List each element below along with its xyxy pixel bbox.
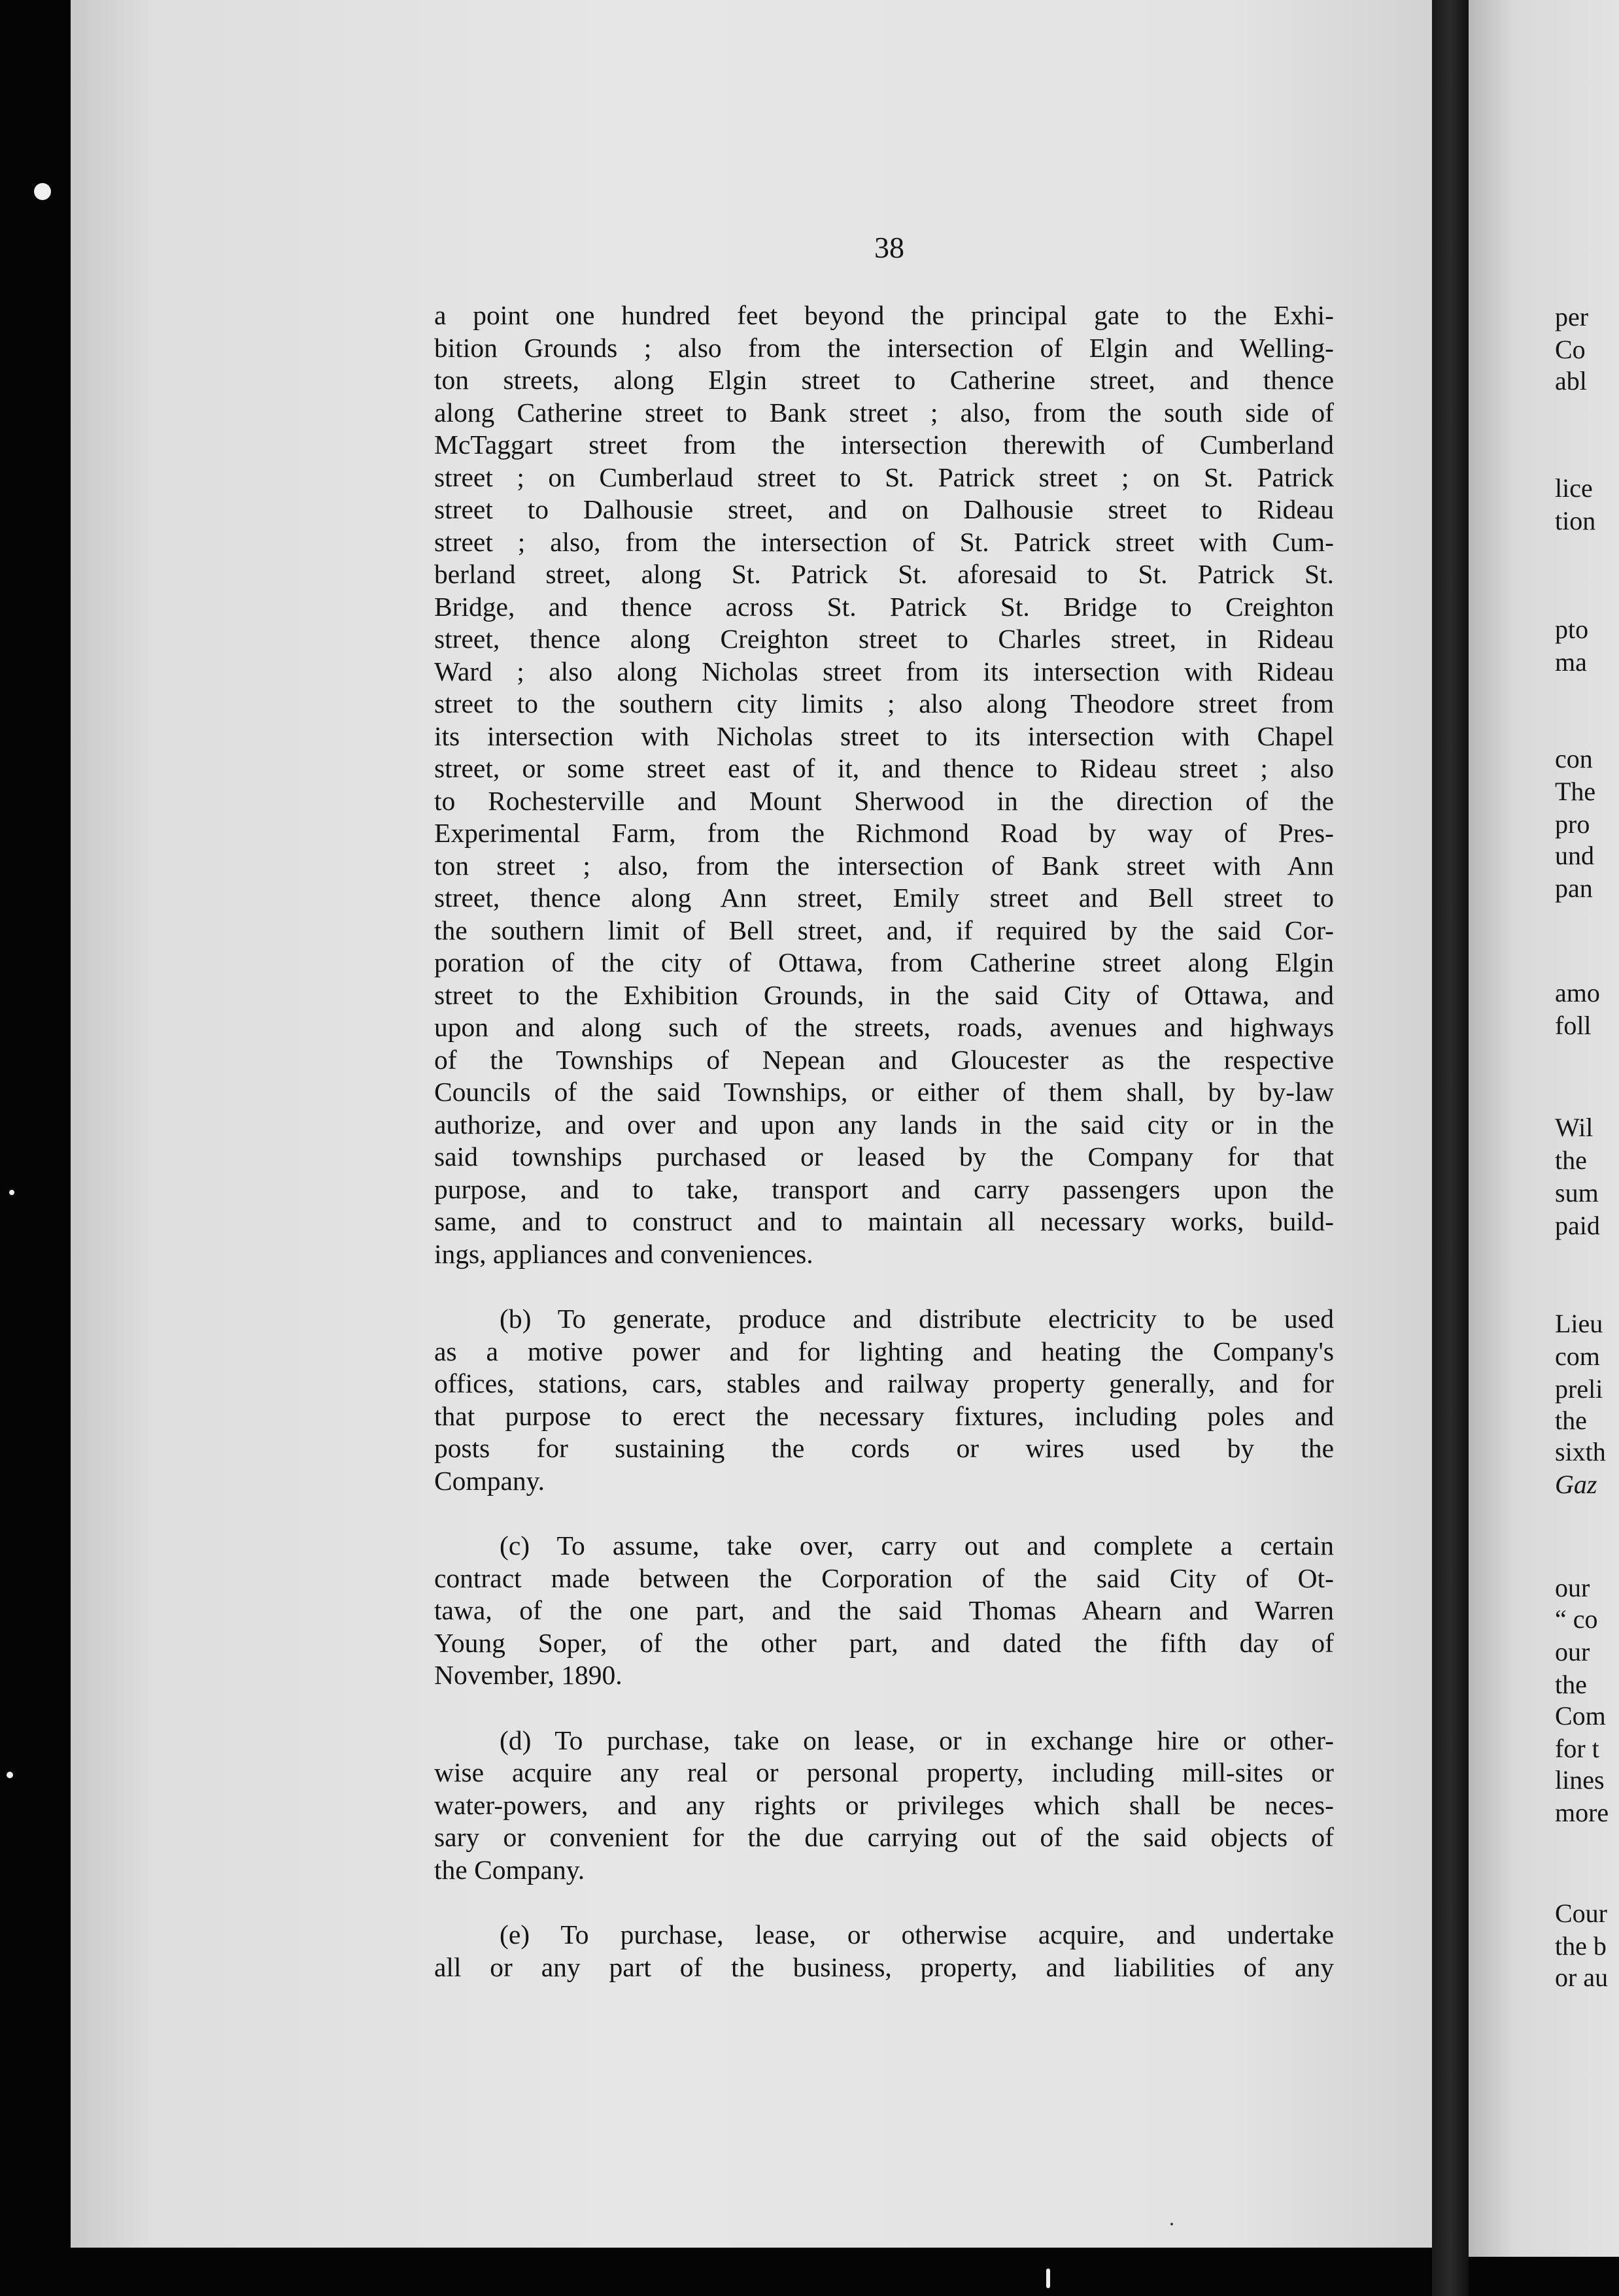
text-line: authorize, and over and upon any lands in the said city or in the [434,1109,1334,1140]
text-line: sary or convenient for the due carrying out of the said objects of [434,1822,1334,1852]
fragment-text: the [1555,1670,1587,1699]
text-line: ings, appliances and conveniences. [434,1238,813,1269]
page-body-text [434,299,1334,1984]
scan-speck [1170,2223,1173,2225]
text-line: Ward ; also along Nicholas street from its intersection with Rideau [434,656,1334,686]
book-gutter [1432,0,1469,2296]
text-line: to Rochesterville and Mount Sherwood in the direction of the [434,785,1334,816]
fragment-text: lice [1555,473,1593,503]
text-line: street to Dalhousie street, and on Dalhousie street to Rideau [434,494,1334,524]
text-line: wise acquire any real or personal property, including mill-sites or [434,1757,1334,1787]
text-line: street, thence along Creighton street to Charles street, in Rideau [434,624,1334,654]
text-line: all or any part of the business, property, and liabilities of any [434,1951,1334,1982]
fragment-text: lines [1555,1765,1605,1795]
fragment-text: amo [1555,978,1600,1007]
text-line: Experimental Farm, from the Richmond Road by way of Pres- [434,818,1334,848]
fragment-text: con [1555,744,1593,773]
text-line: same, and to construct and to maintain all necessary works, build- [434,1206,1334,1236]
fragment-text: ma [1555,647,1587,677]
fragment-text: the b [1555,1931,1607,1961]
text-line: (d) To purchase, take on lease, or in exchange hire or other- [500,1725,1334,1755]
paragraph-e [434,1919,1334,1984]
text-line: (c) To assume, take over, carry out and complete a certain [500,1530,1334,1561]
text-line: (b) To generate, produce and distribute electricity to be used [500,1304,1334,1334]
fragment-text: per [1555,302,1589,331]
fragment-text: Gaz [1555,1470,1597,1499]
text-line: street to the southern city limits ; also along Theodore street from [434,688,1334,718]
fragment-text: pto [1555,615,1589,644]
fragment-text: our [1555,1573,1590,1602]
paragraph-d [434,1725,1334,1887]
scan-speck [1046,2269,1050,2288]
text-line: Company. [434,1465,545,1496]
text-line: the southern limit of Bell street, and, if required by the said Cor- [434,915,1334,945]
text-line: of the Townships of Nepean and Gloucester as the respective [434,1044,1334,1075]
text-line: poration of the city of Ottawa, from Catherine street along Elgin [434,947,1334,977]
fragment-text: the [1555,1406,1587,1435]
fragment-text: foll [1555,1011,1592,1040]
text-line: McTaggart street from the intersection therewith of Cumberland [434,430,1334,460]
paragraph-b [434,1303,1334,1497]
paragraph-c [434,1530,1334,1692]
text-line: a point one hundred feet beyond the principal gate to the Exhi- [434,300,1334,330]
fragment-text: Wil [1555,1113,1593,1142]
text-line: street, thence along Ann street, Emily street and Bell street to [434,883,1334,913]
fragment-text: The [1555,777,1596,806]
fragment-text: the [1555,1145,1587,1175]
text-line: posts for sustaining the cords or wires used by the [434,1433,1334,1463]
text-line: ton street ; also, from the intersection of Bank street with Ann [434,850,1334,881]
fragment-text: com [1555,1342,1600,1371]
text-line: Bridge, and thence across St. Patrick St. Bridge to Creighton [434,591,1334,622]
text-line: upon and along such of the streets, roads, avenues and highways [434,1012,1334,1042]
fragment-text: sixth [1555,1437,1606,1466]
text-line: Councils of the said Townships, or either of them shall, by by-law [434,1077,1334,1107]
text-line: (e) To purchase, lease, or otherwise acquire, and undertake [500,1919,1334,1950]
scan-speck [34,183,51,200]
fragment-text: Cour [1555,1899,1607,1928]
text-line: along Catherine street to Bank street ; also, from the south side of [434,397,1334,428]
scan-speck [9,1190,14,1195]
fragment-text: paid [1555,1211,1600,1240]
fragment-text: sum [1555,1178,1599,1207]
text-line: as a motive power and for lighting and heating the Company's [434,1336,1334,1366]
fragment-text: tion [1555,506,1596,535]
fragment-text: Com [1555,1701,1606,1730]
scan-speck [7,1772,13,1778]
fragment-text: “ co [1555,1604,1598,1634]
fragment-text: for t [1555,1734,1599,1763]
text-line: ton streets, along Elgin street to Catherine street, and thence [434,365,1334,395]
text-line: offices, stations, cars, stables and railway property generally, and for [434,1368,1334,1398]
fragment-text: pan [1555,873,1593,903]
text-line: street ; on Cumberlaud street to St. Patrick street ; on St. Patrick [434,462,1334,492]
fragment-text: pro [1555,809,1590,839]
text-line: berland street, along St. Patrick St. aforesaid to St. Patrick St. [434,559,1334,589]
text-line: street ; also, from the intersection of St. Patrick street with Cum- [434,526,1334,557]
text-line: November, 1890. [434,1660,622,1690]
text-line: its intersection with Nicholas street to its intersection with Chapel [434,720,1334,751]
fragment-text: more [1555,1798,1609,1827]
text-line: contract made between the Corporation of the said City of Ot- [434,1562,1334,1593]
text-line: bition Grounds ; also from the intersection of Elgin and Welling- [434,332,1334,363]
fragment-text: our [1555,1637,1590,1666]
fragment-text: Co [1555,335,1586,364]
fragment-text: und [1555,841,1594,870]
text-line: that purpose to erect the necessary fixtures, including poles and [434,1400,1334,1431]
fragment-text: or au [1555,1963,1609,1992]
text-line: street, or some street east of it, and thence to Rideau street ; also [434,753,1334,783]
paragraph-a-continued [434,299,1334,1270]
fragment-text: abl [1555,366,1587,396]
text-line: Young Soper, of the other part, and dated the fifth day of [434,1627,1334,1658]
page-number: 38 [874,231,904,264]
text-line: said townships purchased or leased by the Company for that [434,1141,1334,1172]
text-line: the Company. [434,1854,585,1885]
text-line: water-powers, and any rights or privileges which shall be neces- [434,1789,1334,1820]
fragment-text: Lieu [1555,1309,1603,1338]
text-line: purpose, and to take, transport and carry passengers upon the [434,1173,1334,1204]
fragment-text: preli [1555,1374,1603,1404]
text-line: tawa, of the one part, and the said Thomas Ahearn and Warren [434,1595,1334,1625]
text-line: street to the Exhibition Grounds, in the said City of Ottawa, and [434,979,1334,1010]
